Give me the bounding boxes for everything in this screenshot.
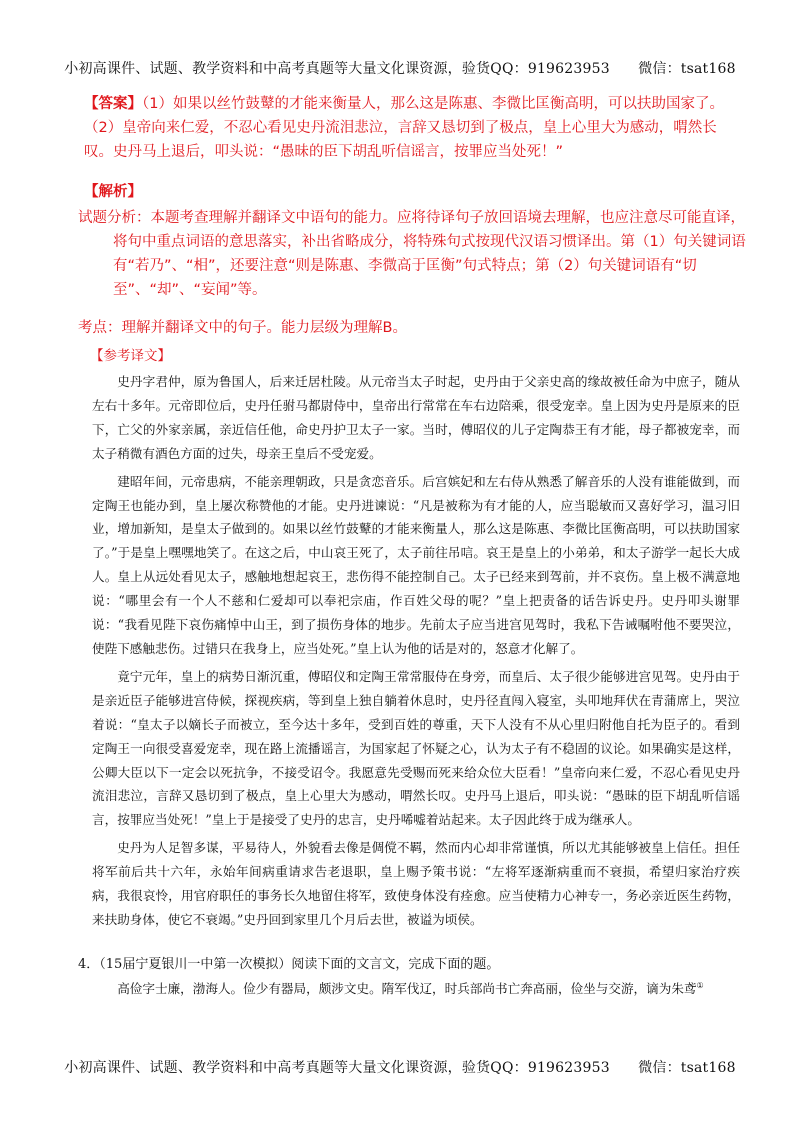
reference-label: 【参考译文】 xyxy=(90,348,171,364)
answer-label: 【答案】 xyxy=(84,96,142,112)
analysis-section xyxy=(78,206,748,302)
answer-line-2: （2）皇帝向来仁爱，不忍心看见史丹流泪悲泣，言辞又恳切到了极点，皇上心里大为感动，喟然长叹。史丹马上退后，叩头说：“愚昧的臣下胡乱听信谣言，按罪应当处死！” xyxy=(84,120,717,160)
question-4-passage xyxy=(92,975,742,1000)
page-header: 小初高课件、试题、教学资料和中高考真题等大量文化课资源，验货QQ：919623953 微信：tsat168 xyxy=(64,61,736,77)
question-4-stem: 4．（15届宁夏银川一中第一次模拟）阅读下面的文言文，完成下面的题。 xyxy=(78,957,500,972)
reference-paragraph: 史丹字君仲，原为鲁国人，后来迁居杜陵。从元帝当太子时起，史丹由于父亲史高的缘故被任命为中庶子，随从左右十多年。元帝即位后，史丹任驸马都尉侍中，皇帝出行常常在车右边陪乘，很受宠幸。皇上因为史丹是原来的臣下，亡父的外家亲属，亲近信任他，命史丹护卫太子一家。当时，傅昭仪的儿子定陶恭王有才能，母子都被宠幸，而太子稍微有酒色方面的过失，母亲王皇后不受宠爱。 xyxy=(92,374,740,461)
page-footer: 小初高课件、试题、教学资料和中高考真题等大量文化课资源，验货QQ：919623953 微信：tsat168 xyxy=(64,1060,736,1076)
reference-paragraph: 史丹为人足智多谋，平易待人，外貌看去像是倜傥不羁，然而内心却非常谨慎，所以尤其能够被皇上信任。担任将军前后共十六年，永始年间病重请求告老退职，皇上赐予策书说：“左将军逐渐病重而不衰损，希望归家治疗疾病，我很哀怜，用官府职任的事务长久地留住将军，致使身体没有痊愈。应当使精力心神专一，务必亲近医生药物，来扶助身体，使它不衰竭。”史丹回到家里几个月后去世，被谥为顷侯。 xyxy=(92,840,740,927)
answer-section xyxy=(84,92,724,164)
reference-translation xyxy=(92,370,740,936)
analysis-para-2: 将句中重点词语的意思落实，补出省略成分，将特殊句式按现代汉语习惯译出。第（1）句关键词语有“若乃”、“相”，还要注意“则是陈惠、李微高于匡衡”句式特点；第（2）句关键词语有“切至”、“却”、“妄闻”等。 xyxy=(113,234,746,298)
analysis-para-1: 试题分析：本题考查理解并翻译文中语句的能力。应将待译句子放回语境去理解，也应注意尽可能直译， xyxy=(78,210,745,226)
passage-text: 高俭字士廉，渤海人。俭少有器局，颇涉文史。隋军伐辽，时兵部尚书亡奔高丽，俭坐与交游，谪为朱鸢 xyxy=(117,981,697,997)
answer-line-1: （1）如果以丝竹鼓鼙的才能来衡量人，那么这是陈惠、李微比匡衡高明，可以扶助国家了。 xyxy=(142,96,724,112)
analysis-label: 【解析】 xyxy=(84,184,142,200)
reference-paragraph: 建昭年间，元帝患病，不能亲理朝政，只是贪恋音乐。后宫嫔妃和左右侍从熟悉了解音乐的人没有谁能做到，而定陶王也能办到，皇上屡次称赞他的才能。史丹进谏说：“凡是被称为有才能的人，应当聪敏而又喜好学习，温习旧业，增加新知，是皇太子做到的。如果以丝竹鼓鼙的才能来衡量人，那么这是陈惠、李微比匡衡高明，可以扶助国家了。”于是皇上嘿嘿地笑了。在这之后，中山哀王死了，太子前往吊唁。哀王是皇上的小弟弟，和太子游学一起长大成人。皇上从远处看见太子，感触地想起哀王，悲伤得不能控制自己。太子已经来到驾前，并不哀伤。皇上极不满意地说：“哪里会有一个人不慈和仁爱却可以奉祀宗庙，作百姓父母的呢？”皇上把责备的话告诉史丹。史丹叩头谢罪说：“我看见陛下哀伤痛悼中山王，到了损伤身体的地步。先前太子应当进宫见驾时，我私下告诫嘱咐他不要哭泣，使陛下感触悲伤。过错只在我身上，应当处死。”皇上认为他的话是对的，怒意才化解了。 xyxy=(92,473,740,656)
kaodian-line: 考点：理解并翻译文中的句子。能力层级为理解B。 xyxy=(78,320,407,336)
reference-paragraph: 竟宁元年，皇上的病势日渐沉重，傅昭仪和定陶王常常服侍在身旁，而皇后、太子很少能够进宫见驾。史丹由于是亲近臣子能够进宫侍候，探视疾病，等到皇上独自躺着休息时，史丹径直闯入寝室，头叩地拜伏在青蒲席上，哭泣着说：“皇太子以嫡长子而被立，至今达十多年，受到百姓的尊重，天下人没有不从心里归附他自托为臣子的。看到定陶王一向很受喜爱宠幸，现在路上流播谣言，为国家起了怀疑之心，认为太子有不稳固的议论。如果确实是这样，公卿大臣以下一定会以死抗争，不接受诏令。我愿意先受赐而死来给众位大臣看！”皇帝向来仁爱，不忍心看见史丹流泪悲泣，言辞又恳切到了极点，皇上心里大为感动，喟然长叹。史丹马上退后，叩头说：“愚昧的臣下胡乱听信谣言，按罪应当处死！”皇上于是接受了史丹的忠言，史丹唏嘘着站起来。太子因此终于成为继承人。 xyxy=(92,668,740,828)
footnote-mark: ① xyxy=(696,981,704,990)
